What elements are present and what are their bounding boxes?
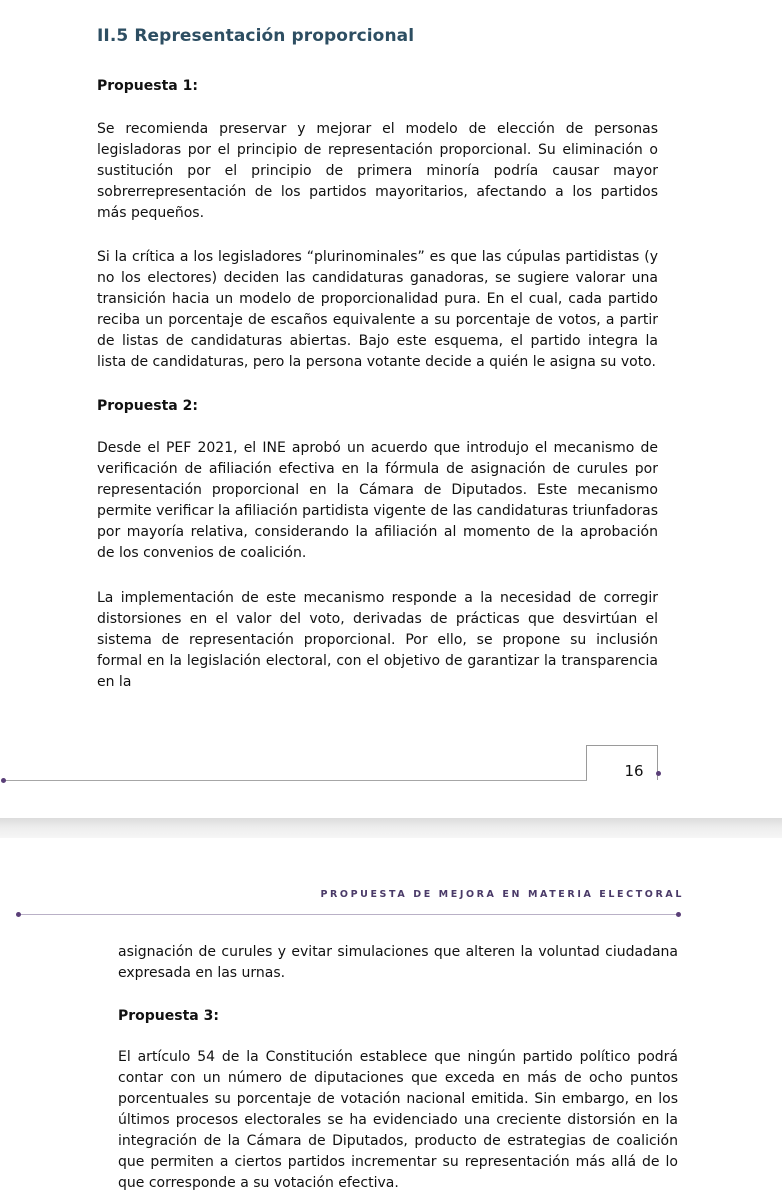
footer-right-dot [656, 771, 661, 776]
header-divider [18, 914, 678, 915]
document-page-17 [0, 838, 782, 1200]
continuation-paragraph: asignación de curules y evitar simulaciones que alteren la voluntad ciudadana expresada en las urnas. [118, 944, 678, 981]
footer-divider [4, 780, 587, 781]
header-left-dot [16, 912, 21, 917]
page-gap [0, 818, 782, 838]
page-number: 16 [624, 762, 644, 780]
footer-left-dot [1, 778, 6, 783]
propuesta-2-paragraph-2: La implementación de este mecanismo responde a la necesidad de corregir distorsiones en el valor del voto, derivadas de prácticas que desvirtúan el sistema de representación proporcional. Por ello, se propone su inclusión formal en la legislación electoral, con el objetivo de garantizar la transparencia en la [97, 590, 658, 690]
section-title: II.5 Representación proporcional [97, 26, 415, 46]
propuesta-1-heading: Propuesta 1: [97, 78, 198, 94]
running-header-title: PROPUESTA DE MEJORA EN MATERIA ELECTORAL [320, 889, 684, 900]
propuesta-1-paragraph-2: Si la crítica a los legisladores “plurinominales” es que las cúpulas partidistas (y no los electores) deciden las candidaturas ganadoras, se sugiere valorar una transición hacia un modelo de proporcionalidad pura. En el cual, cada partido reciba un porcentaje de escaños equivalente a su porcentaje de votos, a partir de listas de candidaturas abiertas. Bajo este esquema, el partido integra la lista de candidaturas, pero la persona votante decide a quién le asigna su voto. [97, 249, 658, 370]
propuesta-3-paragraph: El artículo 54 de la Constitución establece que ningún partido político podrá contar con un número de diputaciones que exceda en más de ocho puntos porcentuales su porcentaje de votación nacional emitida. Sin embargo, en los últimos procesos electorales se ha evidenciado una creciente distorsión en la integración de la Cámara de Diputados, producto de estrategias de coalición que permiten a ciertos partidos incrementar su representación más allá de lo que corresponde a su votación efectiva. [118, 1049, 678, 1191]
propuesta-1-paragraph-1: Se recomienda preservar y mejorar el modelo de elección de personas legisladoras por el principio de representación proporcional. Su eliminación o sustitución por el principio de primera minoría podría causar mayor sobrerrepresentación de los partidos mayoritarios, afectando a los partidos más pequeños. [97, 121, 658, 221]
propuesta-2-heading: Propuesta 2: [97, 398, 198, 414]
propuesta-3-heading: Propuesta 3: [118, 1008, 219, 1024]
propuesta-2-paragraph-1: Desde el PEF 2021, el INE aprobó un acuerdo que introdujo el mecanismo de verificación de afiliación efectiva en la fórmula de asignación de curules por representación proporcional en la Cámara de Diputados. Este mecanismo permite verificar la afiliación partidista vigente de las candidaturas triunfadoras por mayoría relativa, considerando la afiliación al momento de la aprobación de los convenios de coalición. [97, 440, 658, 561]
header-right-dot [676, 912, 681, 917]
